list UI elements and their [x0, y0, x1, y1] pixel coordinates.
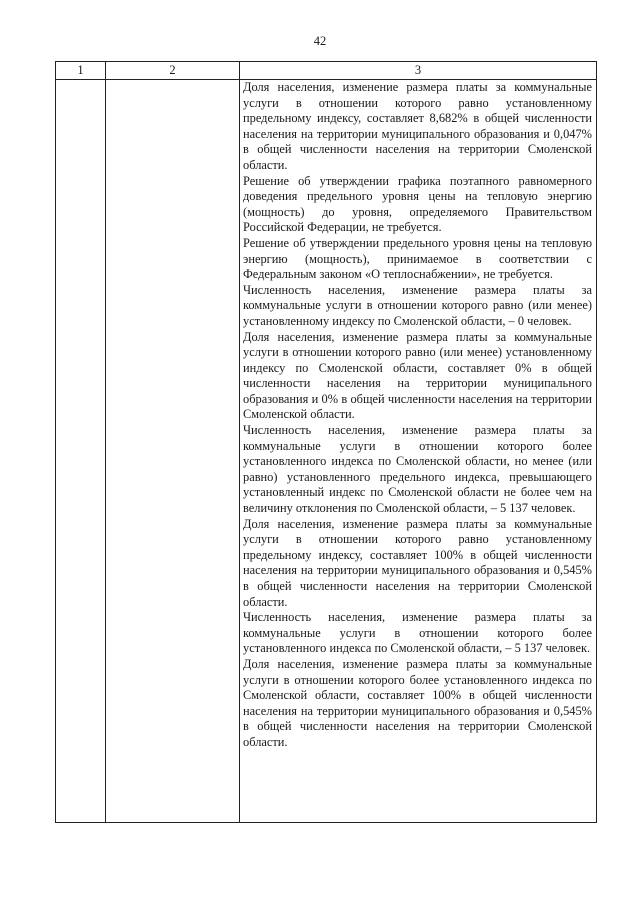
paragraph-price-level-decision: Решение об утверждении предельного уровня цены на тепловую энергию (мощность), принимаемое в соответствии с Федеральным законом «О теплоснабжении», не требуется.: [243, 235, 592, 282]
column-header-2: 2: [106, 62, 240, 80]
paragraph-population-within-deviation: Численность населения, изменение размера платы за коммунальные услуги в отношении которого более установленного индекса по Смоленской области, но менее (или равно) установленного предельного индекса, превышающего установленный индекс по Смоленской области не более чем на величину отклонения по Смоленской области, – 5 137 человек.: [243, 423, 592, 516]
document-table: [55, 61, 597, 823]
paragraph-share-8682: Доля населения, изменение размера платы за коммунальные услуги в отношении которого равно установленному предельному индексу, составляет 8,682% в общей численности населения на территории муниципального образования и 0,047% в общей численности населения на территории Смоленской области.: [243, 80, 592, 172]
paragraph-share-equal-or-less: Доля населения, изменение размера платы за коммунальные услуги в отношении которого равно (или менее) установленному индексу по Смоленской области, составляет 0% в общей численности населения на территории муниципального образования и 0% в общей численности населения на территории Смоленской области.: [243, 329, 592, 422]
paragraph-population-equal-or-less: Численность населения, изменение размера платы за коммунальные услуги в отношении которого равно (или менее) установленному индексу по Смоленской области, – 0 человек.: [243, 282, 592, 328]
column-3-cell: [240, 80, 597, 823]
table-row: [56, 80, 597, 823]
column-2-cell: [106, 80, 240, 823]
paragraph-share-equal-limit: Доля населения, изменение размера платы за коммунальные услуги в отношении которого равно установленному предельному индексу, составляет 100% в общей численности населения на территории муниципального образования и 0,545% в общей численности населения на территории Смоленской области.: [243, 516, 592, 609]
column-header-1: 1: [56, 62, 106, 80]
column-header-3: 3: [240, 62, 597, 80]
table-header-row: [56, 62, 597, 80]
paragraph-share-above-index: Доля населения, изменение размера платы за коммунальные услуги в отношении которого более установленного индекса по Смоленской области, составляет 100% в общей численности населения на территории муниципального образования и 0,545% в общей численности населения на территории Смоленской области.: [243, 656, 592, 749]
column-1-cell: [56, 80, 106, 823]
paragraph-population-above-index: Численность населения, изменение размера платы за коммунальные услуги в отношении которого более установленного индекса по Смоленской области, – 5 137 человек.: [243, 610, 592, 656]
paragraph-schedule-decision: Решение об утверждении графика поэтапного равномерного доведения предельного уровня цены на тепловую энергию (мощность) до уровня, определяемого Правительством Российской Федерации, не требуется.: [243, 173, 592, 235]
page-number: 42: [313, 34, 327, 48]
